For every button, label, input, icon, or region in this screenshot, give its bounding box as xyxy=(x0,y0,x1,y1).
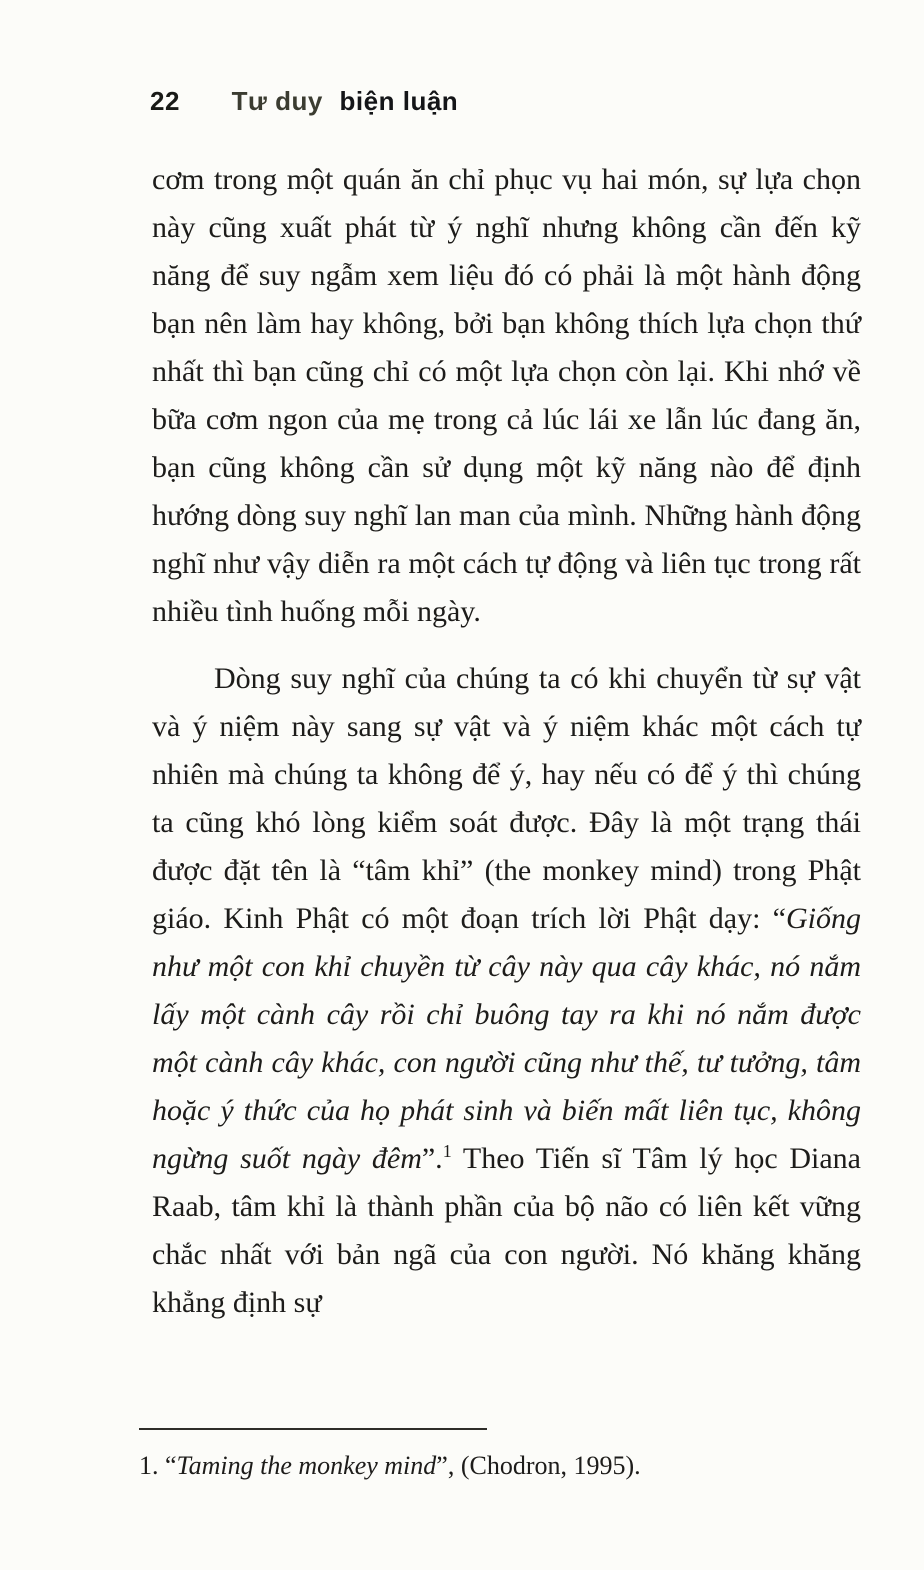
footnote-number: 1. “ xyxy=(139,1451,177,1480)
paragraph-monkey-mind xyxy=(152,655,861,1327)
paragraph-1-text: cơm trong một quán ăn chỉ phục vụ hai món, sự lựa chọn này cũng xuất phát từ ý nghĩ nhưng không cần đến kỹ năng để suy ngẫm xem liệu đó có phải là một hành động bạn nên làm hay không, bởi bạn không thích lựa chọn thứ nhất thì bạn cũng chỉ có một lựa chọn còn lại. Khi nhớ về bữa cơm ngon của mẹ trong cả lúc lái xe lẫn lúc đang ăn, bạn cũng không cần sử dụng một kỹ năng nào để định hướng dòng suy nghĩ lan man của mình. Những hành động nghĩ như vậy diễn ra một cách tự động và liên tục trong rất nhiều tình huống mỗi ngày. xyxy=(152,163,861,628)
footnote xyxy=(139,1448,779,1484)
paragraph-continuation xyxy=(152,156,861,636)
book-title-bold: biện luận xyxy=(339,86,459,116)
book-title-light: Tư duy xyxy=(231,86,323,116)
page-number: 22 xyxy=(150,86,180,116)
footnote-citation: ”, (Chodron, 1995). xyxy=(436,1451,641,1480)
quote-close: ”. xyxy=(421,1142,443,1175)
footnote-separator-rule xyxy=(139,1428,487,1430)
footnote-reference-marker: 1 xyxy=(442,1141,452,1161)
buddha-quote-italic: Giống như một con khỉ chuyền từ cây này qua cây khác, nó nắm lấy một cành cây rồi chỉ buông tay ra khi nó nắm được một cành cây khác, con người cũng như thế, tư tưởng, tâm hoặc ý thức của họ phát sinh và biến mất liên tục, không ngừng suốt ngày đêm xyxy=(152,902,861,1175)
footnote-title-italic: Taming the monkey mind xyxy=(176,1451,437,1480)
running-header xyxy=(150,86,458,117)
paragraph-2-lead: Dòng suy nghĩ của chúng ta có khi chuyển từ sự vật và ý niệm này sang sự vật và ý niệm khác một cách tự nhiên mà chúng ta không để ý, hay nếu có để ý thì chúng ta cũng khó lòng kiểm soát được. Đây là một trạng thái được đặt tên là “tâm khỉ” (the monkey mind) trong Phật giáo. Kinh Phật có một đoạn trích lời Phật dạy: “ xyxy=(152,662,861,935)
body-text-block xyxy=(152,156,861,1327)
paragraph-2-tail: Theo Tiến sĩ Tâm lý học Diana Raab, tâm khỉ là thành phần của bộ não có liên kết vững chắc nhất với bản ngã của con người. Nó khăng khăng khẳng định sự xyxy=(152,1142,861,1319)
